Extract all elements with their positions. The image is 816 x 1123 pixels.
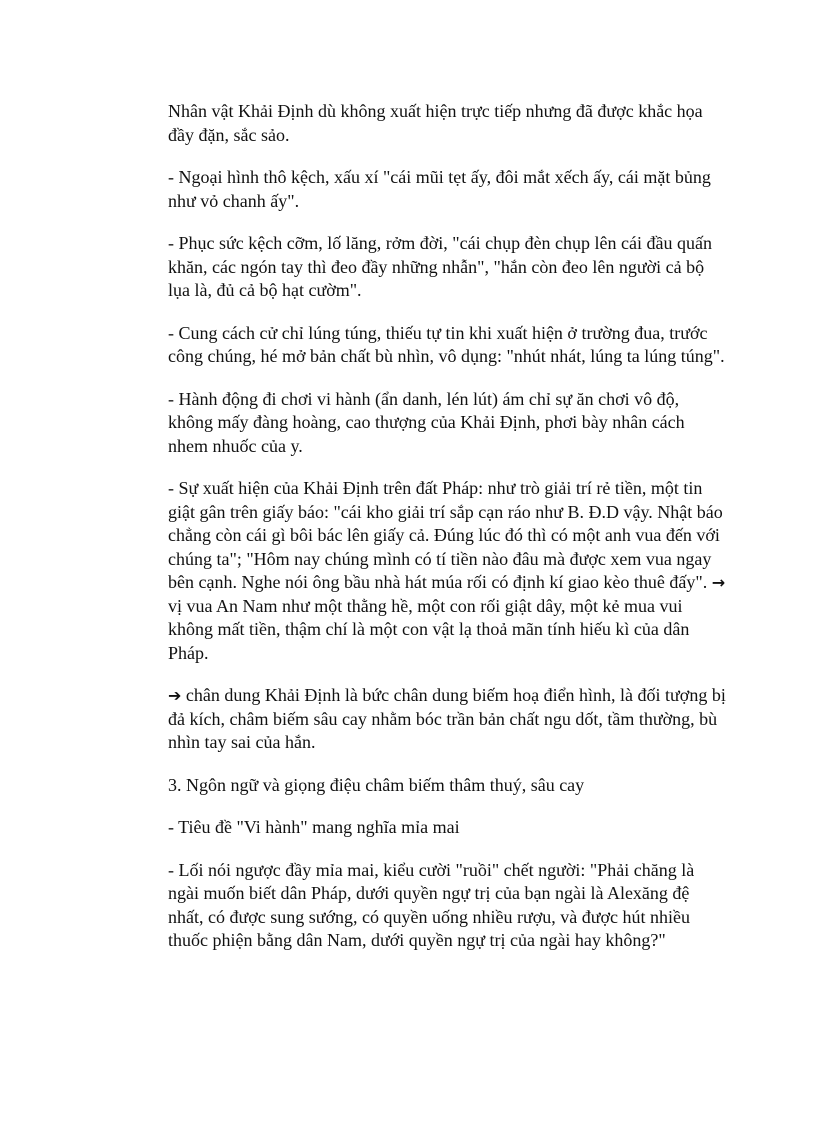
paragraph-text: chân dung Khải Định là bức chân dung biếm hoạ điển hình, là đối tượng bị đả kích, châm biếm sâu cay nhằm bóc trần bản chất ngu dốt, tầm thường, bù nhìn tay sai của hắn. bbox=[168, 685, 726, 752]
paragraph-behavior bbox=[168, 322, 728, 369]
arrow-right-icon: → bbox=[711, 573, 726, 592]
paragraph-text: - Ngoại hình thô kệch, xấu xí "cái mũi tẹt ấy, đôi mắt xếch ấy, cái mặt bủng như vỏ chanh ấy". bbox=[168, 167, 711, 211]
paragraph-intro bbox=[168, 100, 728, 147]
paragraph-appearance bbox=[168, 166, 728, 213]
section-heading bbox=[168, 774, 728, 798]
paragraph-incognito bbox=[168, 388, 728, 459]
paragraph-text: - Cung cách cử chỉ lúng túng, thiếu tự tin khi xuất hiện ở trường đua, trước công chúng, hé mở bản chất bù nhìn, vô dụng: "nhút nhát, lúng ta lúng túng". bbox=[168, 322, 725, 366]
paragraph-text: - Hành động đi chơi vi hành (ẩn danh, lén lút) ám chỉ sự ăn chơi vô độ, không mấy đàng hoàng, cao thượng của Khải Định, phơi bày nhân cách nhem nhuốc của y. bbox=[168, 388, 685, 456]
document-page bbox=[168, 100, 728, 972]
bold-arrow-right-icon: ➔ bbox=[168, 686, 182, 705]
paragraph-text: - Phục sức kệch cỡm, lố lăng, rởm đời, "cái chụp đèn chụp lên cái đầu quấn khăn, các ngón tay thì đeo đầy những nhẫn", "hắn còn đeo lên người cả bộ lụa là, đủ cả bộ hạt cườm". bbox=[168, 233, 712, 300]
paragraph-text: vị vua An Nam như một thằng hề, một con rối giật dây, một kẻ mua vui không mất tiền, thậm chí là một con vật lạ thoả mãn tính hiếu kì của dân Pháp. bbox=[168, 595, 690, 663]
paragraph-attire bbox=[168, 232, 728, 303]
paragraph-text: - Sự xuất hiện của Khải Định trên đất Pháp: như trò giải trí rẻ tiền, một tin giật gân trên giấy báo: "cái kho giải trí sắp cạn ráo như B. Đ.D vậy. Nhật báo chẳng còn cái gì bôi bác lên giấy cả. Đúng lúc đó thì có một anh vua đến với chúng ta"; "Hôm nay chúng mình có tí tiền nào đâu mà được xem vua ngay bên cạnh. Nghe nói ông bầu nhà hát múa rối có định kí giao kèo thuê đấy". bbox=[168, 478, 723, 592]
paragraph-text: - Lối nói ngược đầy mỉa mai, kiểu cười "ruồi" chết người: "Phải chăng là ngài muốn biết dân Pháp, dưới quyền ngự trị của bạn ngài là Alexăng đệ nhất, có được sung sướng, có quyền uống nhiều rượu, và được hút nhiều thuốc phiện bằng dân Nam, dưới quyền ngự trị của ngài hay không?" bbox=[168, 859, 695, 950]
paragraph-title-irony bbox=[168, 816, 728, 840]
paragraph-text: Nhân vật Khải Định dù không xuất hiện trực tiếp nhưng đã được khắc họa đầy đặn, sắc sảo. bbox=[168, 101, 703, 145]
paragraph-france bbox=[168, 477, 728, 665]
paragraph-irony-speech bbox=[168, 859, 728, 953]
paragraph-text: - Tiêu đề "Vi hành" mang nghĩa mỉa mai bbox=[168, 817, 460, 837]
paragraph-conclusion bbox=[168, 684, 728, 755]
paragraph-text: 3. Ngôn ngữ và giọng điệu châm biếm thâm thuý, sâu cay bbox=[168, 774, 585, 795]
